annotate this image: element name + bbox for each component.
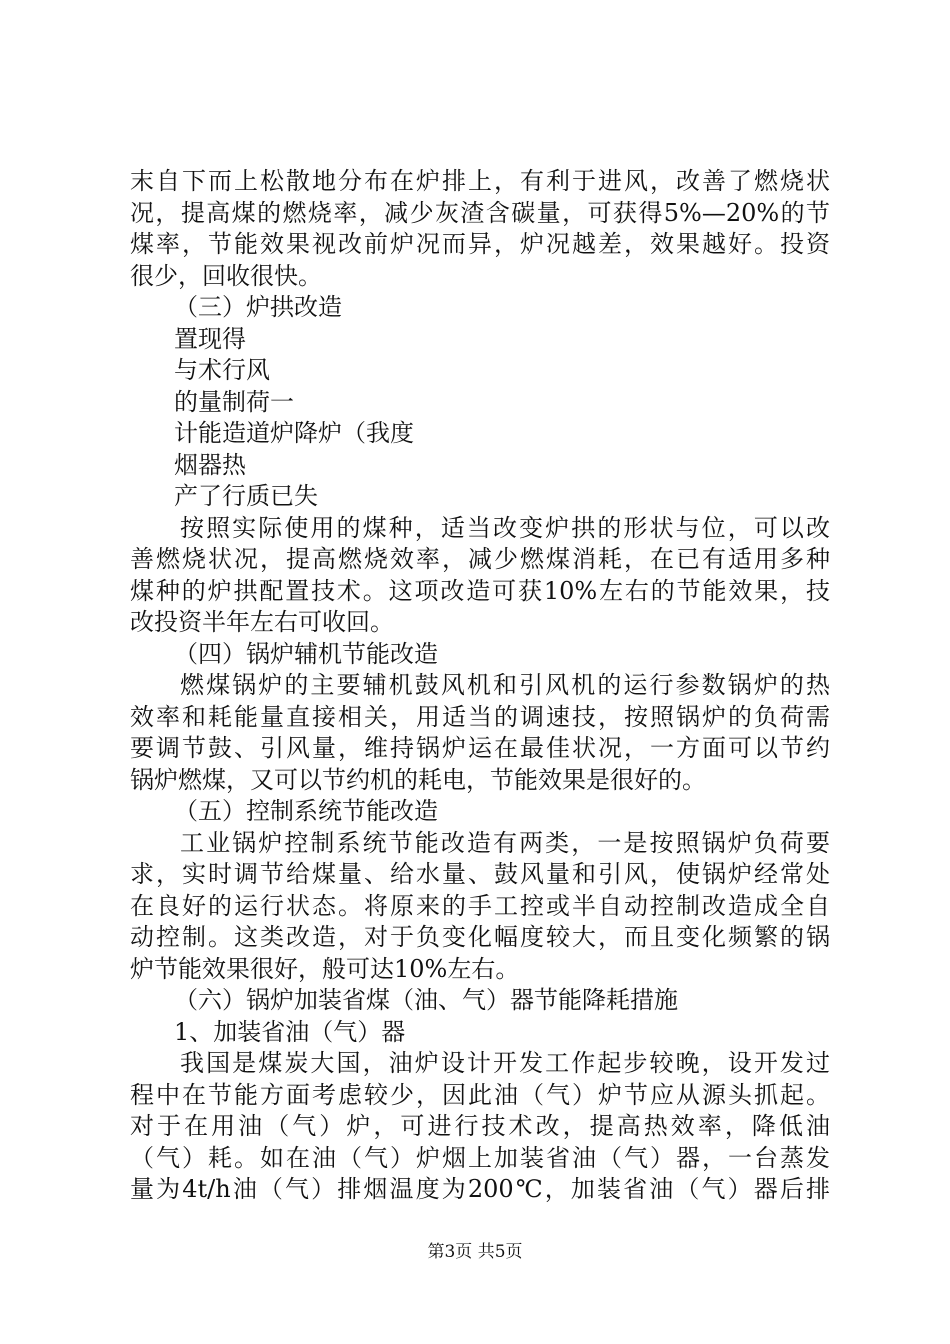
- text-line: 炉节能效果很好，般可达10%左右。: [130, 954, 520, 983]
- text-line: （五）控制系统节能改造: [174, 797, 438, 825]
- text-line: 效率和耗能量直接相关，用适当的调速技，按照锅炉的负荷需: [130, 702, 830, 731]
- text-line: 按照实际使用的煤种，适当改变炉拱的形状与位，可以改: [180, 513, 830, 542]
- text-line: 产了行质已失: [174, 482, 318, 510]
- text-line: 计能造道炉降炉（我度: [174, 419, 414, 447]
- text-line: 末自下而上松散地分布在炉排上，有利于进风，改善了燃烧状: [130, 167, 830, 195]
- text-line: 我国是煤炭大国，油炉设计开发工作起步较晚，设开发过: [180, 1049, 830, 1077]
- text-line: 与术行风: [174, 356, 270, 384]
- page-footer: 第3页 共5页: [427, 1242, 523, 1262]
- text-line: 对于在用油（气）炉，可进行技术改，提高热效率，降低油: [130, 1112, 830, 1140]
- text-line: 程中在节能方面考虑较少，因此油（气）炉节应从源头抓起。: [130, 1080, 830, 1109]
- text-line: （三）炉拱改造: [174, 293, 342, 321]
- text-line: 1、加装省油（气）器: [174, 1017, 406, 1046]
- text-line: （六）锅炉加装省煤（油、气）器节能降耗措施: [174, 986, 678, 1014]
- text-line: 很少，回收很快。: [130, 261, 322, 290]
- text-line: 煤率，节能效果视改前炉况而异，炉况越差，效果越好。投资: [130, 230, 830, 258]
- text-line: 煤种的炉拱配置技术。这项改造可获10%左右的节能效果，技: [130, 576, 830, 605]
- text-line: 在良好的运行状态。将原来的手工控或半自动控制改造成全自: [130, 891, 830, 920]
- text-line: 工业锅炉控制系统节能改造有两类，一是按照锅炉负荷要: [180, 828, 830, 857]
- text-line: 要调节鼓、引风量，维持锅炉运在最佳状况，一方面可以节约: [130, 734, 830, 762]
- text-line: 置现得: [174, 324, 246, 353]
- text-line: 烟器热: [174, 450, 246, 479]
- text-line: 量为4t/h油（气）排烟温度为200℃，加装省油（气）器后排: [130, 1175, 830, 1203]
- text-line: （四）锅炉辅机节能改造: [174, 639, 438, 668]
- text-line: 锅炉燃煤，又可以节约机的耗电，节能效果是很好的。: [130, 765, 706, 794]
- text-line: 求，实时调节给煤量、给水量、鼓风量和引风，使锅炉经常处: [130, 860, 830, 888]
- text-line: （气）耗。如在油（气）炉烟上加装省油（气）器，一台蒸发: [130, 1143, 830, 1172]
- text-line: 动控制。这类改造，对于负变化幅度较大，而且变化频繁的锅: [130, 923, 830, 951]
- text-line: 善燃烧状况，提高燃烧效率，减少燃煤消耗，在已有适用多种: [130, 545, 830, 573]
- text-line: 燃煤锅炉的主要辅机鼓风机和引风机的运行参数锅炉的热: [180, 671, 830, 699]
- body-text: [130, 166, 830, 1206]
- text-line: 改投资半年左右可收回。: [130, 608, 394, 636]
- text-line: 的量制荷一: [174, 387, 294, 416]
- text-line: 况，提高煤的燃烧率，减少灰渣含碳量，可获得5%—20%的节: [130, 198, 830, 227]
